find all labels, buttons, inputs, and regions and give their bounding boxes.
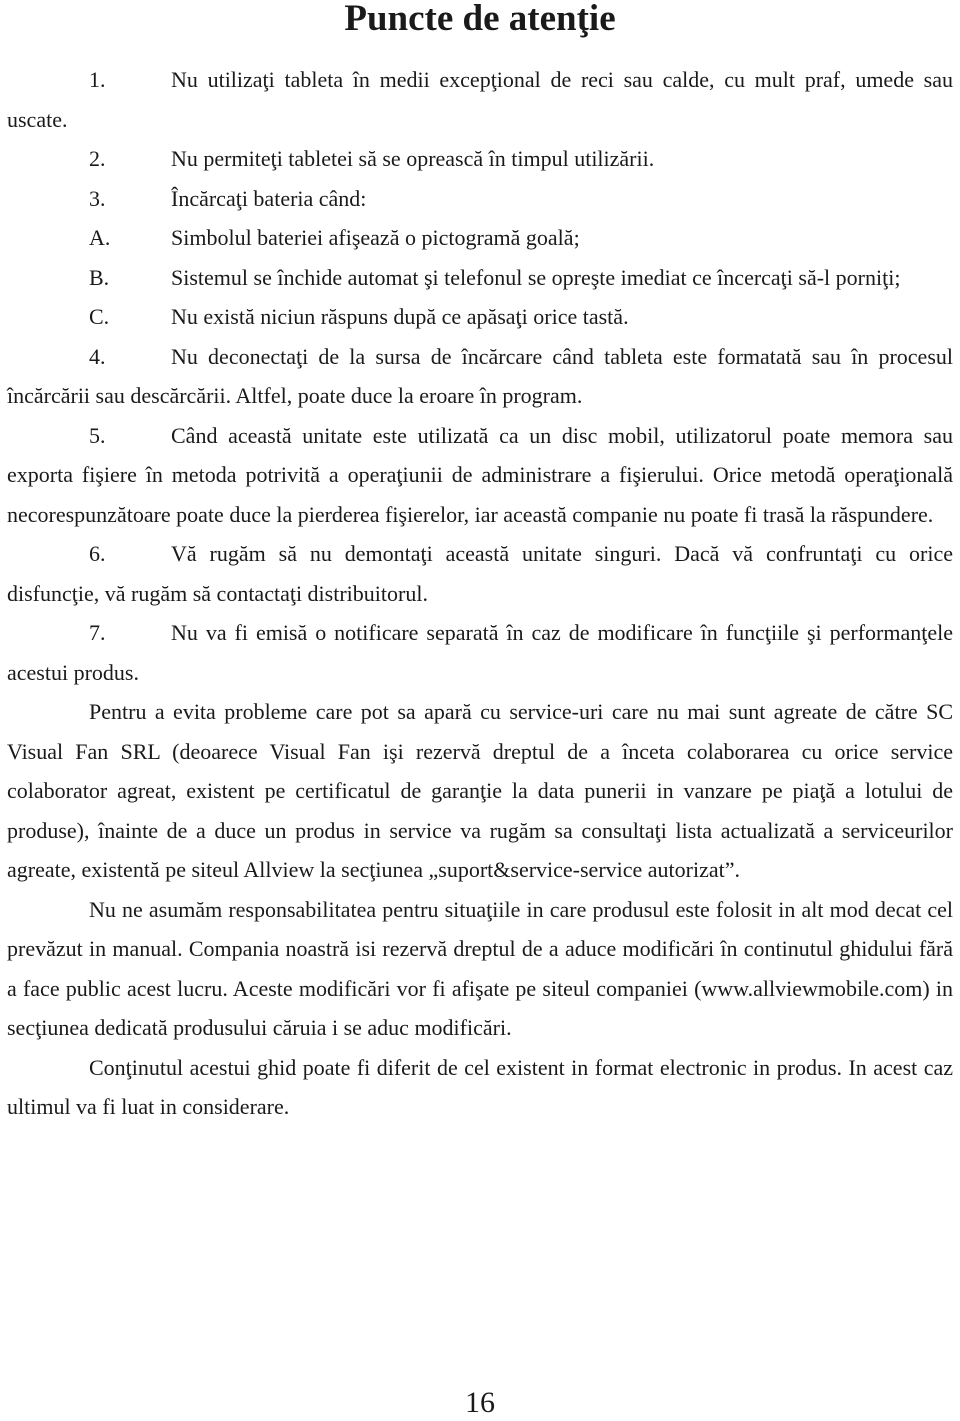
- list-item: [7, 60, 953, 139]
- list-item: [7, 297, 953, 337]
- item-marker: 1.: [89, 67, 106, 92]
- item-text: Nu există niciun răspuns după ce apăsaţi orice tastă.: [171, 304, 629, 329]
- item-text: Sistemul se închide automat şi telefonul se opreşte imediat ce încercaţi să-l porniţi;: [171, 264, 901, 290]
- list-item: [7, 258, 953, 298]
- item-text: Nu permiteţi tabletei să se oprească în timpul utilizării.: [171, 146, 655, 171]
- item-marker: 6.: [89, 541, 106, 566]
- list-item: [7, 179, 953, 219]
- list-item: [7, 218, 953, 258]
- list-item: [7, 337, 953, 416]
- page-number: 16: [465, 1386, 495, 1419]
- paragraph-content: Conţinutul acestui ghid poate fi diferit de cel existent in format electronic in produs. In acest caz ultimul va fi luat in considerare.: [7, 1054, 953, 1119]
- item-marker: 5.: [89, 422, 106, 448]
- list-item: [7, 139, 953, 179]
- paragraph-responsibility: Nu ne asumăm responsabilitatea pentru situaţiile in care produsul este folosit in alt mod decat cel prevăzut in manual. Compania noastră isi rezervă dreptul de a aduce modificări în continutul ghidului fără a face public acest lucru. Aceste modificări vor fi afişate pe siteul companiei (www.allviewmobile.com) in secţiunea dedicată produsului căruia i se aduc modificări.: [7, 896, 953, 1040]
- list-item: [7, 416, 953, 535]
- item-text: Când această unitate este utilizată ca un disc mobil, utilizatorul poate memora sau exporta fişiere în metoda potrivită a operaţiunii de administrare a fişierului. Orice metodă operaţională necorespunzătoare poate duce la pierderea fişierelor, iar această companie nu poate fi trasă la răspundere.: [7, 422, 953, 527]
- document-body: [7, 60, 953, 1127]
- list-item: [7, 613, 953, 692]
- item-marker: A.: [89, 225, 111, 250]
- item-marker: C.: [89, 304, 110, 329]
- item-text: Simbolul bateriei afişează o pictogramă goală;: [171, 225, 580, 250]
- item-marker: 3.: [89, 185, 106, 211]
- paragraph-service: Pentru a evita probleme care pot sa apară cu service-uri care nu mai sunt agreate de către SC Visual Fan SRL (deoarece Visual Fan işi rezervă dreptul de a înceta colaborarea cu orice service colaborator agreat, existent pe certificatul de garanţie la data punerii in vanzare pe piaţă a lotului de produse), înainte de a duce un produs in service va rugăm sa consultaţi lista actualizată a serviceurilor agreate, existentă pe siteul Allview la secţiunea „suport&service-service autorizat”.: [7, 699, 953, 882]
- item-text: Nu deconectaţi de la sursa de încărcare când tableta este formatată sau în procesul încărcării sau descărcării. Altfel, poate duce la eroare în program.: [7, 343, 953, 408]
- item-marker: 2.: [89, 146, 106, 171]
- page-title: Puncte de atenţie: [344, 0, 616, 39]
- item-text: Nu va fi emisă o notificare separată în caz de modificare în funcţiile şi performanţele acestui produs.: [7, 620, 953, 685]
- item-marker: B.: [89, 264, 110, 290]
- item-text: Nu utilizaţi tableta în medii excepţional de reci sau calde, cu mult praf, umede sau uscate.: [7, 67, 953, 132]
- item-text: Vă rugăm să nu demontaţi această unitate singuri. Dacă vă confruntaţi cu orice disfuncţie, vă rugăm să contactaţi distribuitorul.: [7, 541, 953, 606]
- item-marker: 4.: [89, 343, 106, 369]
- item-text: Încărcaţi bateria când:: [171, 185, 367, 211]
- list-item: [7, 534, 953, 613]
- item-marker: 7.: [89, 620, 106, 645]
